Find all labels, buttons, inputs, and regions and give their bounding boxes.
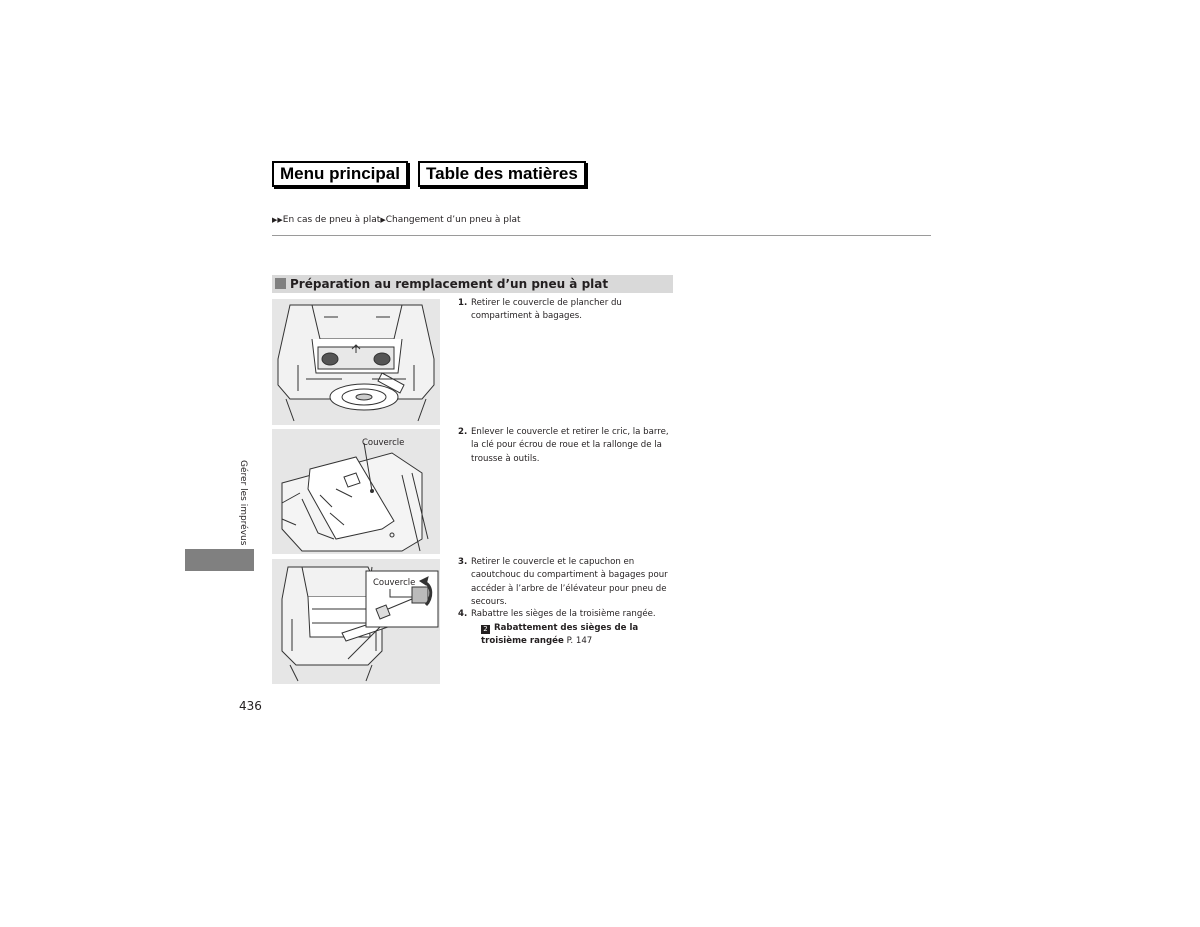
cover-callout: Couvercle <box>362 438 405 448</box>
reference-arrow-icon: 2 <box>481 625 490 634</box>
xref-page[interactable]: P. 147 <box>566 636 593 647</box>
step-1 <box>458 297 673 324</box>
cover-callout: Couvercle <box>373 578 416 588</box>
trunk-floor-figure <box>272 299 440 425</box>
section-square-icon <box>275 278 286 289</box>
step-4 <box>458 608 673 621</box>
table-of-contents-button[interactable]: Table des matières <box>418 161 586 187</box>
breadcrumb-level-1[interactable]: En cas de pneu à plat <box>282 215 381 225</box>
tool-kit-cover-figure <box>272 429 440 554</box>
chapter-side-label: Gérer les imprévus <box>238 460 248 546</box>
chapter-tab[interactable] <box>185 549 254 571</box>
trunk-floor-illustration <box>272 299 440 425</box>
step-number: 1. <box>458 298 468 308</box>
breadcrumb-level-2[interactable]: Changement d’un pneu à plat <box>385 215 521 225</box>
tool-kit-cover-illustration <box>272 429 440 554</box>
step-number: 2. <box>458 427 468 437</box>
step-text: Retirer le couvercle et le capuchon en caoutchouc du compartiment à bagages pour accéder à l’arbre de l’élévateur pour pneu de secours. <box>471 557 668 607</box>
section-heading <box>272 275 673 293</box>
step-3 <box>458 556 673 609</box>
cross-reference-link[interactable] <box>481 622 671 649</box>
page-number: 436 <box>239 699 262 713</box>
header-divider <box>272 235 931 236</box>
step-number: 4. <box>458 609 468 619</box>
step-number: 3. <box>458 557 468 567</box>
step-2 <box>458 426 673 466</box>
xref-title[interactable]: Rabattement des sièges de la troisième rangée <box>481 623 639 647</box>
breadcrumb-arrow-icon: ▶▶ <box>272 216 283 224</box>
main-menu-button[interactable]: Menu principal <box>272 161 408 187</box>
step-text: Enlever le couvercle et retirer le cric, la barre, la clé pour écrou de roue et la rallonge de la trousse à outils. <box>471 427 669 464</box>
step-text: Rabattre les sièges de la troisième rangée. <box>471 609 656 619</box>
breadcrumb <box>272 215 521 225</box>
step-text: Retirer le couvercle de plancher du compartiment à bagages. <box>471 298 622 322</box>
rubber-cap-figure <box>272 559 440 684</box>
breadcrumb-arrow-icon: ▶ <box>380 216 386 224</box>
section-title: Préparation au remplacement d’un pneu à plat <box>290 277 609 291</box>
